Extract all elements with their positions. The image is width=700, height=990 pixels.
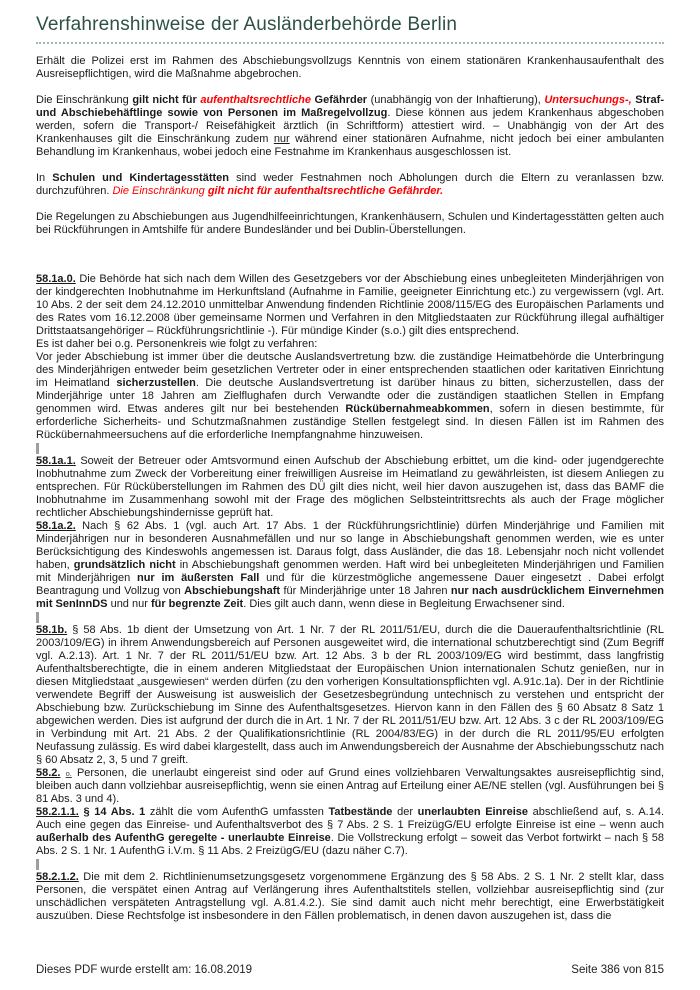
text-run: Rückübernahmeabkommen [345,403,490,415]
text-run: Untersuchungs-, [544,94,632,106]
paragraph-gap [36,237,664,273]
text-run: Nach § 62 Abs. 1 (vgl. auch Art. 17 Abs. 1 der Rückführungsrichtlinie) dürfen Minderjährige und Familien mit Minderjährigen nur in besonderen Ausnahmefällen und nur so lange in Abschiebungshaft genommen werden, wie es unter Berücksichtigung des Kindeswohls angemessen ist. Daraus folgt, dass Ausländer, die das 18. Lebensjahr noch nicht vollendet haben, [36,520,664,571]
section-58-1b [36,624,664,767]
change-bar-mark [36,612,39,623]
text-run: Schulen und Kindertagesstätten [52,172,230,184]
section-58-1a-2 [36,520,664,611]
text-run: während einer stationären Aufnahme, nicht jedoch bei einer ambulanten Behandlung im Krankenhaus, wobei jedoch eine Festnahme im Krankenhaus ausgeschlossen ist. [36,133,664,158]
text-run: unerlaubten Einreise [417,806,529,818]
footer-page-number: Seite 386 von 815 [571,964,664,976]
paragraph-verfahren-intro [36,338,664,351]
text-run: Abschiebungshaft [184,585,281,597]
text-run: Vor jeder Abschiebung ist immer über die deutsche Auslandsvertretung bzw. die zuständige Heimatbehörde die Unterbringung des Minderjährigen entweder beim gesetzlichen Vertreter oder in einer entsprechenden staatlichen oder karitativen Einrichtung im Heimatland [36,351,664,389]
text-run: Die Einschränkung [112,185,208,197]
text-run: Gefährder [314,94,368,106]
text-run: § 14 Abs. 1 [83,806,146,818]
paragraph-gap [36,81,664,94]
text-run: Es ist daher bei o.g. Personenkreis wie folgt zu verfahren: [36,338,318,350]
text-run: (unabhängig von der Inhaftierung), [367,94,545,106]
footer-created-date: Dieses PDF wurde erstellt am: 16.08.2019 [36,964,253,976]
text-run: und für die kürzestmögliche angemessene Dauer eingesetzt . Dabei erfolgt Beantragung und Vollzug von [36,572,664,597]
section-58-2-1-1 [36,806,664,858]
text-run: sicherzustellen [116,377,196,389]
text-run: 58.1a.1. [36,455,76,467]
document-body [36,55,664,923]
page-footer [36,964,664,976]
text-run: zählt die vom AufenthG umfassten [145,806,329,818]
text-run: 58.1a.2. [36,520,76,532]
paragraph-gap [36,198,664,211]
text-run: für begrenzte Zeit [150,598,244,610]
text-run: Die Regelungen zu Abschiebungen aus Jugendhilfeeinrichtungen, Krankenhäusern, Schulen und Kindertagesstätten gelten auch bei Rückführungen in Amtshilfe für andere Bundesländer und bei Dublin-Überstellungen. [36,211,664,236]
page-title: Verfahrenshinweise der Ausländerbehörde Berlin [36,12,664,44]
text-run: Soweit der Betreuer oder Amtsvormund einen Aufschub der Abschiebung erbittet, um die kind- oder jugendgerechte Inobhutnahme zum Zweck der Vorbereitung einer freiwilligen Ausreise im Heimatland zu gewährleisten, ist diesem Anliegen zu entsprechen. Für Rücküberstellungen im Rahmen des DÜ gilt dies nicht, weil hier davon auszugehen ist, dass das BAMF die Inobhutnahme im Zusammenhang sowohl mit der Frage des möglichen Selbsteintrittsrechts als auch der Frage möglicher rechtlicher Abschiebungshindernisse geprüft hat. [36,455,664,519]
change-bar [36,442,664,455]
text-run: o. [65,769,72,778]
paragraph-regelungen-amtshilfe [36,211,664,237]
text-run: . Die deutsche Auslandsvertretung ist darüber hinaus zu bitten, sicherzustellen, dass der Minderjährige unter 18 Jahren am Zielflughafen durch Verwandte oder die zuständigen staatlichen Stellen in Empfang genommen wird. Etwas anderes gilt nur bei bestehenden [36,377,664,415]
paragraph-vor-jeder-abschiebung [36,351,664,442]
section-58-2 [36,767,664,806]
text-run: 58.2. [36,767,61,779]
text-run: Personen, die unerlaubt eingereist sind oder auf Grund eines vollziehbaren Verwaltungsaktes ausreisepflichtig sind, bleiben auch dann vollziehbar ausreisepflichtig, wenn sie einen Antrag auf Erteilung einer AE/NE stellen (vgl. Ausführungen bei § 81 Abs. 3 und 4). [36,767,664,805]
text-run: in Abschiebungshaft genommen werden. Haft wird bei unbegleiteten Minderjährigen und Familien mit Minderjährigen [36,559,665,584]
text-run: aufenthaltsrechtliche [200,94,315,106]
text-run: In [36,172,53,184]
text-run: der [392,806,418,818]
text-run: 58.1b. [36,624,68,636]
text-run: Die Behörde hat sich nach dem Willen des Gesetzgebers vor der Abschiebung eines unbegleiteten Minderjährigen von der kindgerechten Inobhutnahme im Herkunftsland (Aufnahme in Familie, geeigneter Einrichtung etc.) zu vergewissern (vgl. Art. 10 Abs. 2 der seit dem 24.12.2010 unmittelbar Anwendung findenden Richtlinie 2008/115/EG des Europäischen Parlaments und des Rates vom 16.12.2008 über gemeinsame Normen und Verfahren in den Mitgliedstaaten zur Rückführung illegal aufhältiger Drittstaatsangehöriger – Rückführungsrichtlinie -). Für mündige Kinder (s.o.) gilt dies entsprechend. [36,273,664,337]
text-run: nur im äußersten Fall [136,572,260,584]
text-run: . Dies gilt auch dann, wenn diese in Begleitung Erwachsener sind. [243,598,565,610]
paragraph-police-hospital [36,55,664,81]
text-run: gilt nicht für [132,94,201,106]
section-58-1a-1 [36,455,664,520]
change-bar [36,611,664,624]
text-run: . Die Vollstreckung erfolgt – soweit das Verbot fortwirkt – nach § 58 Abs. 2 S. 1 Nr. 1 AufenthG i.V.m. § 11 Abs. 2 FreizügG/EU (dazu näher C.7). [36,832,664,857]
change-bar [36,858,664,871]
text-run: Tatbestände [328,806,393,818]
text-run: 58.2.1.1. [36,806,79,818]
text-run: , sofern in diesen bestimmte, für erforderliche Sicherheits- und Schutzmaßnahmen zuständige Stellen festgelegt sind. In diesen Fällen ist im Rahmen des Rückübernahmeersuchens auf die erforderliche Inempfangnahme hinzuweisen. [36,403,664,441]
text-run: nur nach ausdrücklichem Einvernehmen mit SenInnDS [36,585,665,610]
text-run: grundsätzlich nicht [73,559,176,571]
text-run: für Minderjährige unter 18 Jahren [280,585,451,597]
section-58-2-1-2 [36,871,664,923]
paragraph-schulen-kitas [36,172,664,198]
change-bar-mark [36,859,39,870]
text-run: Die mit dem 2. Richtlinienumsetzungsgesetz vorgenommene Ergänzung des § 58 Abs. 2 S. 1 Nr. 2 stellt klar, dass Personen, die verspätet einen Antrag auf Verlängerung ihres Aufenthaltstitels stellen, vollziehbar ausreisepflichtig sind (zur unschädlichen verspäteten Antragstellung vgl. A.81.4.2.). Sie sind damit auch nicht mehr berechtigt, eine Erwerbstätigkeit auszuüben. Diese Rechtsfolge ist insbesondere in den Fällen problematisch, in denen davon auszugehen ist, dass die [36,871,664,922]
section-58-1a-0 [36,273,664,338]
text-run: Erhält die Polizei erst im Rahmen des Abschiebungsvollzugs Kenntnis von einem stationären Krankenhausaufenthalt des Ausreisepflichtigen, wird die Maßnahme abgebrochen. [36,55,664,80]
text-run: gilt nicht für aufenthaltsrechtliche Gefährder. [207,185,444,197]
text-run: nur [273,133,290,145]
change-bar-mark [36,443,39,454]
text-run: 58.1a.0. [36,273,76,285]
text-run: Straf- und Abschiebehäftlinge sowie von Personen im Maßregelvollzug [36,94,665,119]
text-run: § 58 Abs. 1b dient der Umsetzung von Art. 1 Nr. 7 der RL 2011/51/EU, durch die die Daueraufenthaltsrichtlinie (RL 2003/109/EG) in ihrem Anwendungsbereich auf Personen ausgeweitet wird, die international schutzberechtigt sind (Zum Begriff vgl. A.2.13). Art. 1 Nr. 7 der RL 2011/51/EU bzw. Art. 12 Abs. 3 b der RL 2003/109/EG wird bestimmt, dass langfristig Aufenthaltsberechtigte, die in einem anderen Mitgliedstaat der Europäischen Union internationalen Schutz genießen, nur in diesen Mitgliedstaat „ausgewiesen“ werden dürfen (zu den vorherigen Konsultationspflichten vgl. A.91c.1a). Der in der Richtlinie verwendete Begriff der Ausweisung ist ausweislich der Gesetzesbegründung untechnisch zu verstehen und entspricht der Abschiebung bzw. Zurückschiebung im Sinne des Aufenthaltsgesetzes. Hiervon kann in den Fällen des § 60 Absatz 8 Satz 1 abgewichen werden. Dies ist aufgrund der durch die in Art. 1 Nr. 7 der RL 2011/51/EU bzw. Art. 12 Abs. 3 c der RL 2003/109/EG in Verbindung mit Art. 21 Abs. 2 der Qualifikationsrichtlinie (RL 2004/83/EG) in der durch die RL 2011/95/EU erfolgten Neufassung zulässig. Es wird dabei klargestellt, dass auch im Anwendungsbereich der Ausnahme der Abschiebungsschutz nach § 60 Absatz 2, 3, 5 und 7 greift. [36,624,664,766]
text-run: und nur [107,598,151,610]
text-run: abschließend auf, s. A.14. Auch eine gegen das Einreise- und Aufenthaltsverbot des § 7 Abs. 2 S. 1 FreizügG/EU erfolgte Einreise ist eine – wenn auch [36,806,665,831]
text-run: 58.2.1.2. [36,871,79,883]
paragraph-gap [36,159,664,172]
text-run: sind weder Festnahmen noch Abholungen durch die Eltern zu veranlassen bzw. durchzuführen. [36,172,665,197]
text-run: Die Einschränkung [36,94,133,106]
text-run: . Diese können aus jedem Krankenhaus abgeschoben werden, sofern die Transport-/ Reisefähigkeit ärztlich (in Schriftform) attestiert wird. – Unabhängig von der Art des Krankenhauses gilt die Einschränkung zudem [36,107,664,145]
text-run: außerhalb des AufenthG geregelte - unerlaubte Einreise [36,832,331,844]
paragraph-einschraenkung-gefaehrder [36,94,664,159]
